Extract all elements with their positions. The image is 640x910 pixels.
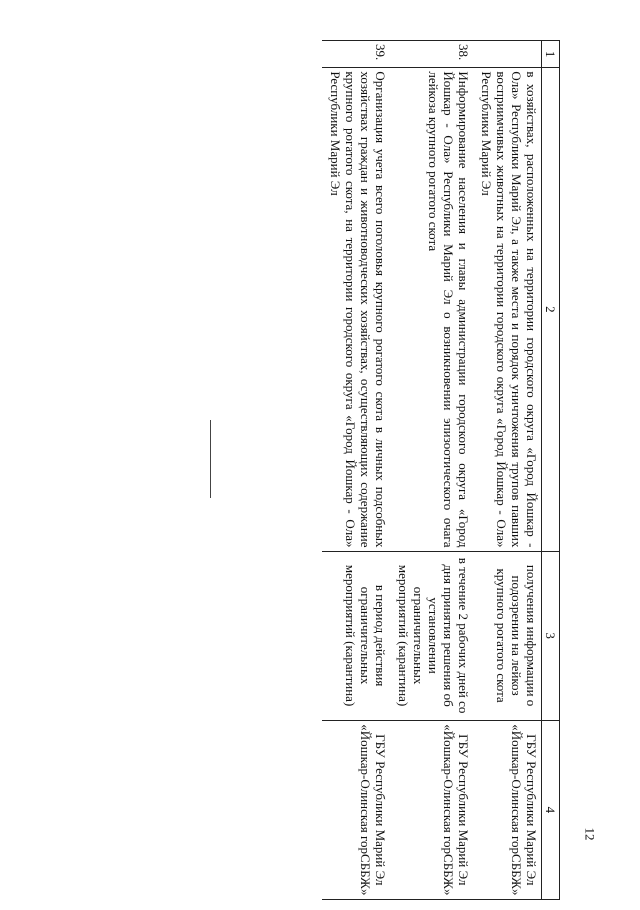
header-col-4: 4	[542, 720, 560, 899]
row-description: в хозяйствах, расположенных на территории городского округа «Город Йошкар - Ола» Республики Марий Эл, а также места и порядок уничтожения трупов павших восприимчивых животных на территории городского округа «Город Йошкар - Ола» Республики Марий Эл	[473, 68, 542, 551]
table-row	[322, 41, 390, 900]
row-responsible: ГБУ Республики Марий Эл «Йошкар-Олинская горСББЖ»	[322, 720, 390, 899]
page-number: 12	[582, 827, 598, 841]
table-header-row	[542, 41, 560, 900]
table-row	[390, 41, 473, 900]
row-responsible: ГБУ Республики Марий Эл «Йошкар-Олинская горСББЖ»	[473, 720, 542, 899]
row-number: 39.	[322, 41, 390, 68]
header-col-3: 3	[542, 551, 560, 720]
row-deadline: в течение 2 рабочих дней со дня принятия решения об установлении ограничительных мероприятий (карантина)	[390, 551, 473, 720]
end-separator-line	[210, 420, 211, 498]
row-deadline: в период действия ограничительных мероприятий (карантина)	[322, 551, 390, 720]
measures-table	[322, 40, 560, 900]
header-col-2: 2	[542, 68, 560, 551]
header-col-1: 1	[542, 41, 560, 68]
row-description: Информирование населения и главы администрации городского округа «Город Йошкар - Ола» Республики Марий Эл о возникновении эпизоотического очага лейкоза крупного рогатого скота	[390, 68, 473, 551]
table-row	[473, 41, 542, 900]
row-deadline: получения информации о подозрении на лейкоз крупного рогатого скота	[473, 551, 542, 720]
row-number	[473, 41, 542, 68]
row-description: Организация учета всего поголовья крупного рогатого скота в личных подсобных хозяйствах граждан и животноводческих хозяйствах, осуществляющих содержание крупного рогатого скота, на территории городского округа «Город Йошкар - Ола» Республики Марий Эл	[322, 68, 390, 551]
row-number: 38.	[390, 41, 473, 68]
row-responsible: ГБУ Республики Марий Эл «Йошкар-Олинская горСББЖ»	[390, 720, 473, 899]
rotated-document	[0, 40, 560, 910]
